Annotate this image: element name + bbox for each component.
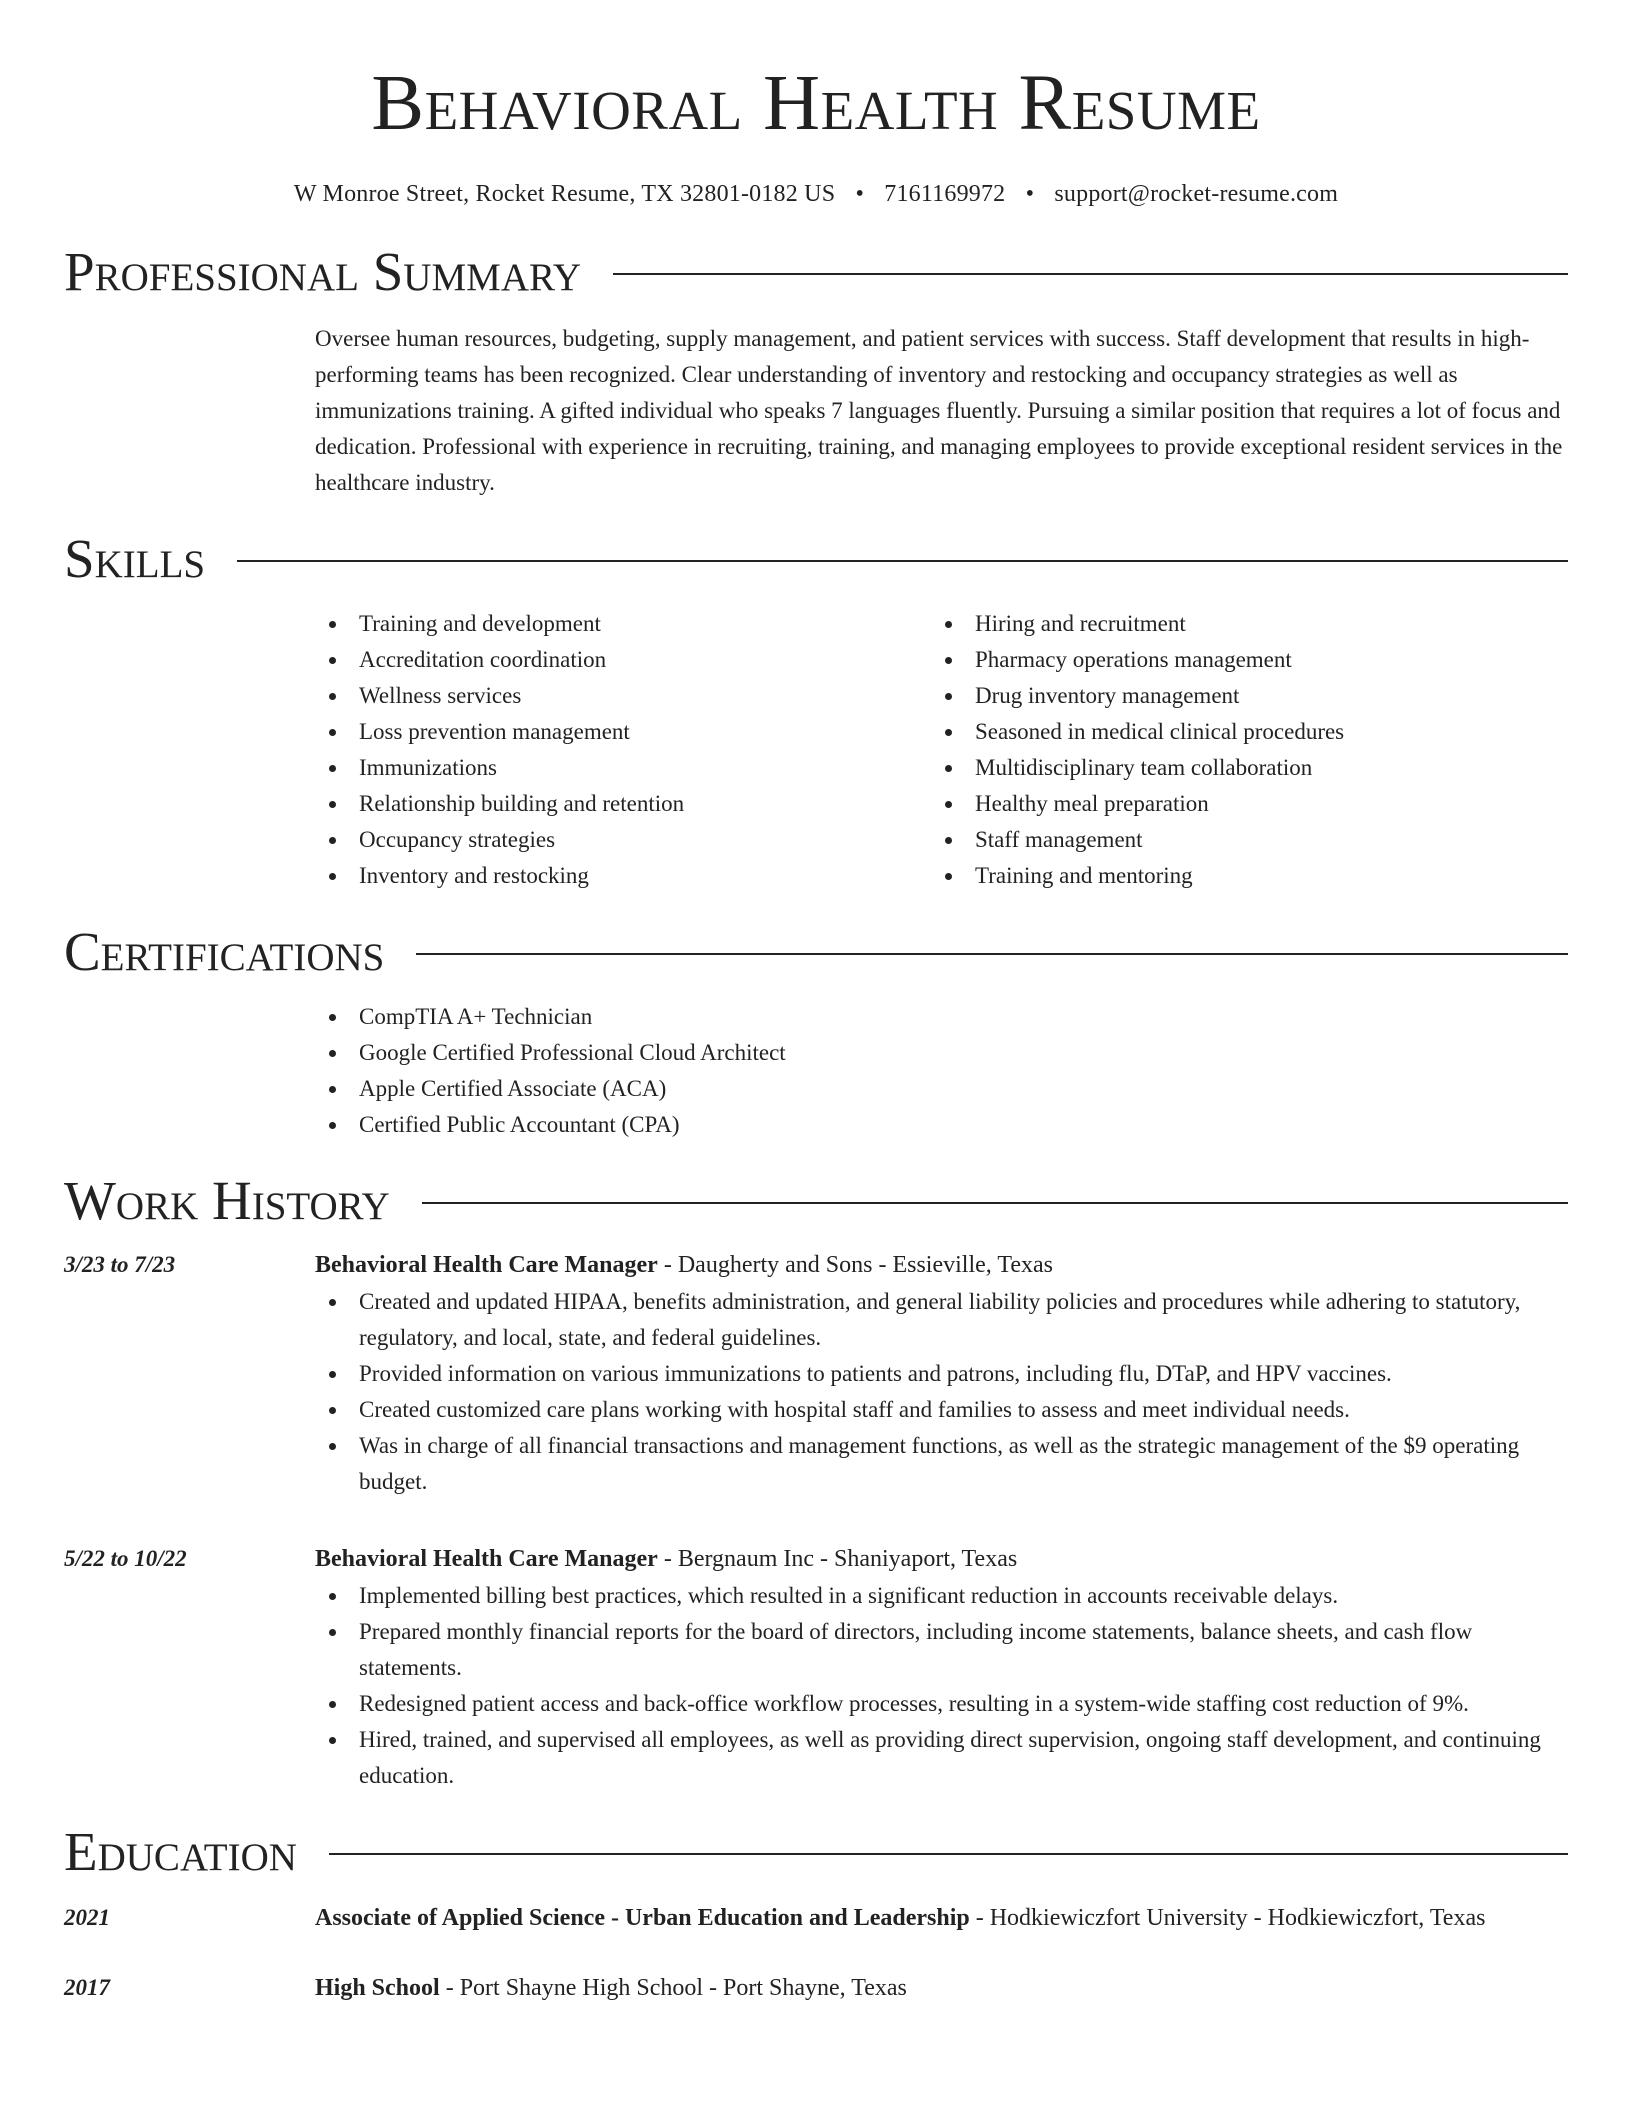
work-bullet: Implemented billing best practices, which resulted in a significant reduction in accounts receivable delays.: [315, 1578, 1568, 1614]
work-dates: 3/23 to 7/23: [64, 1252, 176, 1277]
work-bullets: [315, 1578, 1568, 1794]
skill-item: Staff management: [931, 822, 1547, 858]
contact-email: support@rocket-resume.com: [1054, 181, 1339, 207]
skills-section-header: [64, 528, 1568, 589]
skills-list: [315, 606, 1568, 894]
education-entry: [64, 1899, 1568, 1937]
summary-section-header: [64, 241, 1568, 302]
work-role: Behavioral Health Care Manager: [315, 1546, 658, 1572]
skill-item: Accreditation coordination: [315, 642, 931, 678]
work-bullet: Redesigned patient access and back-office workflow processes, resulting in a system-wide staffing cost reduction of 9%.: [315, 1686, 1568, 1722]
contact-address: W Monroe Street, Rocket Resume, TX 32801-0182 US: [293, 181, 836, 207]
contact-separator: •: [855, 181, 865, 207]
skill-item: Immunizations: [315, 750, 931, 786]
work-bullet: Prepared monthly financial reports for the board of directors, including income statements, balance sheets, and cash flow statements.: [315, 1614, 1568, 1686]
work-bullet: Hired, trained, and supervised all employees, as well as providing direct supervision, ongoing staff development, and continuing education.: [315, 1722, 1568, 1794]
section-divider: [237, 560, 1568, 562]
education-entry-body: [315, 1969, 1568, 2007]
section-divider: [329, 1853, 1568, 1855]
work-bullet: Created and updated HIPAA, benefits administration, and general liability policies and procedures while adhering to statutory, regulatory, and local, state, and federal guidelines.: [315, 1284, 1568, 1356]
education-section-header: [64, 1821, 1568, 1882]
certifications-section-header: [64, 921, 1568, 982]
work-bullets: [315, 1284, 1568, 1500]
skill-item: Training and mentoring: [931, 858, 1547, 894]
skills-column-right: [931, 606, 1547, 894]
work-entry-heading: [315, 1540, 1568, 1578]
work-employer: - Bergnaum Inc - Shaniyaport, Texas: [657, 1546, 1018, 1572]
certifications-section-title: Certifications: [64, 921, 385, 982]
section-divider: [613, 273, 1568, 275]
education-section-title: Education: [64, 1821, 297, 1882]
skill-item: Hiring and recruitment: [931, 606, 1547, 642]
work-bullet: Provided information on various immunizations to patients and patrons, including flu, DTaP, and HPV vaccines.: [315, 1356, 1568, 1392]
education-school: - Hodkiewiczfort University - Hodkiewiczfort, Texas: [969, 1905, 1486, 1931]
work-employer: - Daugherty and Sons - Essieville, Texas: [657, 1252, 1053, 1278]
contact-separator: •: [1025, 181, 1035, 207]
skill-item: Drug inventory management: [931, 678, 1547, 714]
certification-item: Google Certified Professional Cloud Architect: [315, 1035, 1568, 1071]
skill-item: Inventory and restocking: [315, 858, 931, 894]
skill-item: Pharmacy operations management: [931, 642, 1547, 678]
education-entry: [64, 1969, 1568, 2007]
skills-column-left: [315, 606, 931, 894]
skill-item: Healthy meal preparation: [931, 786, 1547, 822]
work-entry-body: [315, 1540, 1568, 1794]
skill-item: Multidisciplinary team collaboration: [931, 750, 1547, 786]
skill-item: Training and development: [315, 606, 931, 642]
certification-item: Certified Public Accountant (CPA): [315, 1107, 1568, 1143]
work-dates: 5/22 to 10/22: [64, 1546, 187, 1571]
certifications-list: [315, 999, 1568, 1143]
work-bullet: Was in charge of all financial transactions and management functions, as well as the strategic management of the $9 operating budget.: [315, 1428, 1568, 1500]
section-divider: [416, 953, 1568, 955]
education-degree: High School: [315, 1975, 440, 2001]
certification-item: Apple Certified Associate (ACA): [315, 1071, 1568, 1107]
work-section-title: Work History: [64, 1170, 390, 1231]
skill-item: Seasoned in medical clinical procedures: [931, 714, 1547, 750]
education-year: 2021: [64, 1905, 110, 1930]
education-year: 2017: [64, 1975, 110, 2000]
skill-item: Relationship building and retention: [315, 786, 931, 822]
section-divider: [422, 1202, 1568, 1204]
education-degree: Associate of Applied Science - Urban Education and Leadership: [315, 1905, 970, 1931]
work-entry: [64, 1246, 1568, 1500]
work-section-header: [64, 1170, 1568, 1231]
education-school: - Port Shayne High School - Port Shayne, Texas: [439, 1975, 907, 2001]
skill-item: Loss prevention management: [315, 714, 931, 750]
skill-item: Occupancy strategies: [315, 822, 931, 858]
resume-title: Behavioral Health Resume: [371, 60, 1261, 147]
education-entry-body: [315, 1899, 1568, 1937]
summary-text: Oversee human resources, budgeting, supply management, and patient services with success. Staff development that results in high-performing teams has been recognized. Clear understanding of inventory and restocking and occupancy strategies as well as immunizations training. A gifted individual who speaks 7 languages fluently. Pursuing a similar position that requires a lot of focus and dedication. Professional with experience in recruiting, training, and managing employees to provide exceptional resident services in the healthcare industry.: [315, 326, 1563, 495]
work-entry: [64, 1540, 1568, 1794]
work-entry-body: [315, 1246, 1568, 1500]
contact-phone: 7161169972: [884, 181, 1006, 207]
skills-section-title: Skills: [64, 528, 206, 589]
work-role: Behavioral Health Care Manager: [315, 1252, 658, 1278]
skill-item: Wellness services: [315, 678, 931, 714]
contact-line: [64, 181, 1568, 208]
work-entry-heading: [315, 1246, 1568, 1284]
summary-section-title: Professional Summary: [64, 241, 582, 302]
work-bullet: Created customized care plans working with hospital staff and families to assess and meet individual needs.: [315, 1392, 1568, 1428]
certification-item: CompTIA A+ Technician: [315, 999, 1568, 1035]
